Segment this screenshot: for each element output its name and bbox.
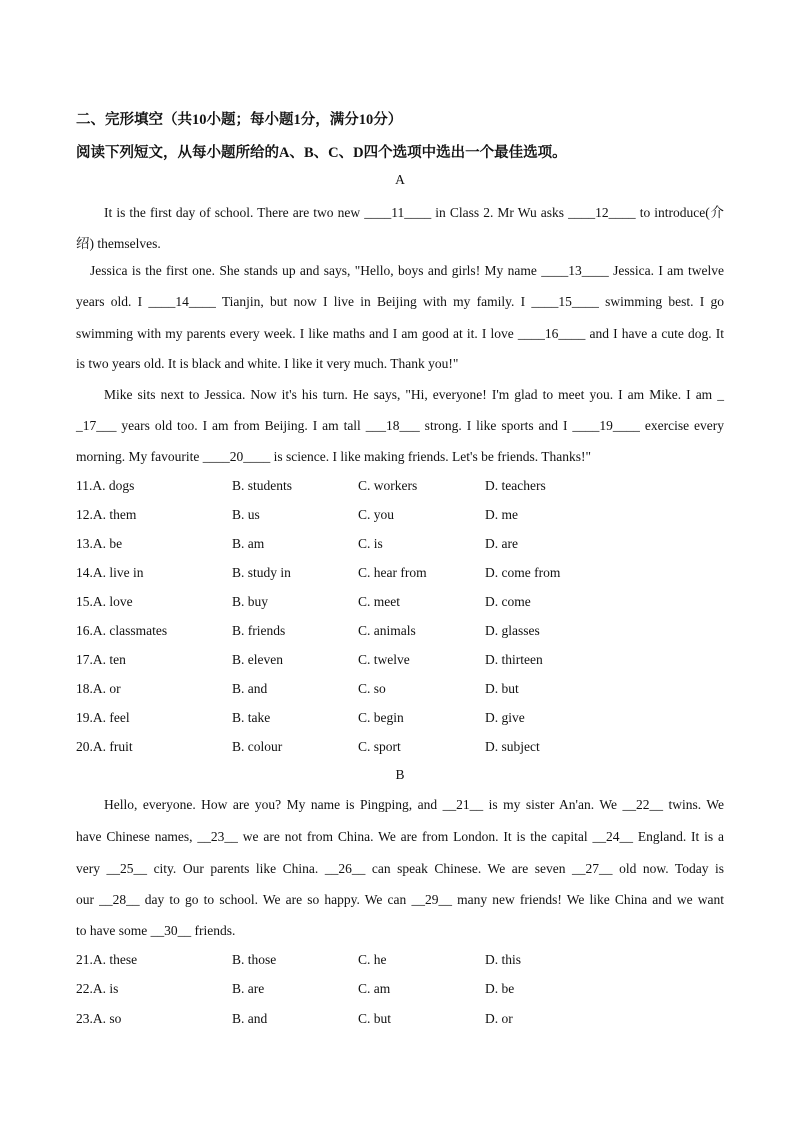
passage-b-line-5: to have some __30__ friends. xyxy=(76,923,236,938)
blank-28: __28__ xyxy=(99,892,140,907)
blank-16: ____16____ xyxy=(517,326,586,341)
passage-a-line-4: years old. I ____14____ Tianjin, but now I live in Beijing with my family. I ____15____ swimming best. I go xyxy=(76,294,725,309)
passage-a-line-2: 绍) themselves. xyxy=(76,236,161,251)
blank-17: _17___ xyxy=(76,418,117,433)
blank-23: __23__ xyxy=(197,829,238,844)
blank-27: __27__ xyxy=(572,861,613,876)
passage-b-line-4: our __28__ day to go to school. We are so happy. We can __29__ many new friends! We like China and we want xyxy=(76,892,725,907)
passage-a-line-9: morning. My favourite ____20____ is science. I like making friends. Let's be friends. Thanks!" xyxy=(76,449,591,464)
question-row: 12.A. them B. us C. you D. me xyxy=(76,507,518,522)
question-row: 11.A. dogs B. students C. workers D. teachers xyxy=(76,478,546,493)
passage-b-line-3: very __25__ city. Our parents like China. __26__ can speak Chinese. We are seven __27__ old now. Today is xyxy=(76,861,724,876)
instruction: 阅读下列短文，从每小题所给的A、B、C、D四个选项中选出一个最佳选项。 xyxy=(76,145,567,161)
question-row: 13.A. be B. am C. is D. are xyxy=(76,536,518,551)
blank-21: __21__ xyxy=(442,797,484,812)
passage-b-line-1: Hello, everyone. How are you? My name is Pingping, and __21__ is my sister An'an. We __22__ twins. We xyxy=(104,797,724,812)
blank-15: ____15____ xyxy=(531,294,599,309)
blank-29: __29__ xyxy=(411,892,452,907)
passage-a-line-7: Mike sits next to Jessica. Now it's his turn. He says, "Hi, everyone! I'm glad to meet you. I am Mike. I am _ xyxy=(104,387,724,402)
passage-a-line-5: swimming with my parents every week. I like maths and I am good at it. I love ____16____ and I have a cute dog. It xyxy=(76,326,725,341)
blank-22: __22__ xyxy=(622,797,663,812)
question-row: 20.A. fruit B. colour C. sport D. subject xyxy=(76,739,540,754)
passage-a-label: A xyxy=(395,172,405,187)
question-row: 21.A. these B. those C. he D. this xyxy=(76,952,522,967)
question-row: 23.A. so B. and C. but D. or xyxy=(76,1011,513,1026)
blank-12: ____12____ xyxy=(568,205,636,220)
blank-30: __30__ xyxy=(150,923,192,938)
passage-b-line-2: have Chinese names, __23__ we are not from China. We are from London. It is the capital __24__ England. It is a xyxy=(76,829,725,844)
passage-b-label: B xyxy=(395,767,405,782)
question-row: 19.A. feel B. take C. begin D. give xyxy=(76,710,525,725)
blank-24: __24__ xyxy=(592,829,633,844)
blank-25: __25__ xyxy=(106,861,148,876)
blank-14: ____14____ xyxy=(148,294,216,309)
blank-19: ____19____ xyxy=(572,418,640,433)
question-row: 22.A. is B. are C. am D. be xyxy=(76,981,515,996)
question-row: 16.A. classmates B. friends C. animals D. glasses xyxy=(76,623,540,638)
question-row: 17.A. ten B. eleven C. twelve D. thirteen xyxy=(76,652,543,667)
blank-26: __26__ xyxy=(324,861,366,876)
question-row: 14.A. live in B. study in C. hear from D. come from xyxy=(76,565,561,580)
question-row: 18.A. or B. and C. so D. but xyxy=(76,681,519,696)
blank-18: ___18___ xyxy=(365,418,420,433)
blank-20: ____20____ xyxy=(202,449,271,464)
blank-13: ____13____ xyxy=(541,263,609,278)
passage-a-line-8: _17___ years old too. I am from Beijing. I am tall ___18___ strong. I like sports and I ____19____ exercise every xyxy=(76,418,724,433)
blank-11: ____11____ xyxy=(364,205,432,220)
question-row: 15.A. love B. buy C. meet D. come xyxy=(76,594,531,609)
passage-a-line-1: It is the first day of school. There are two new ____11____ in Class 2. Mr Wu asks ____12____ to introduce(介 xyxy=(104,205,724,220)
passage-a-line-3: Jessica is the first one. She stands up and says, "Hello, boys and girls! My name ____13____ Jessica. I am twelve xyxy=(90,263,725,278)
passage-a-line-6: is two years old. It is black and white. I like it very much. Thank you!" xyxy=(76,356,459,371)
section-title: 二、完形填空（共10小题；每小题1分，满分10分） xyxy=(76,112,403,128)
